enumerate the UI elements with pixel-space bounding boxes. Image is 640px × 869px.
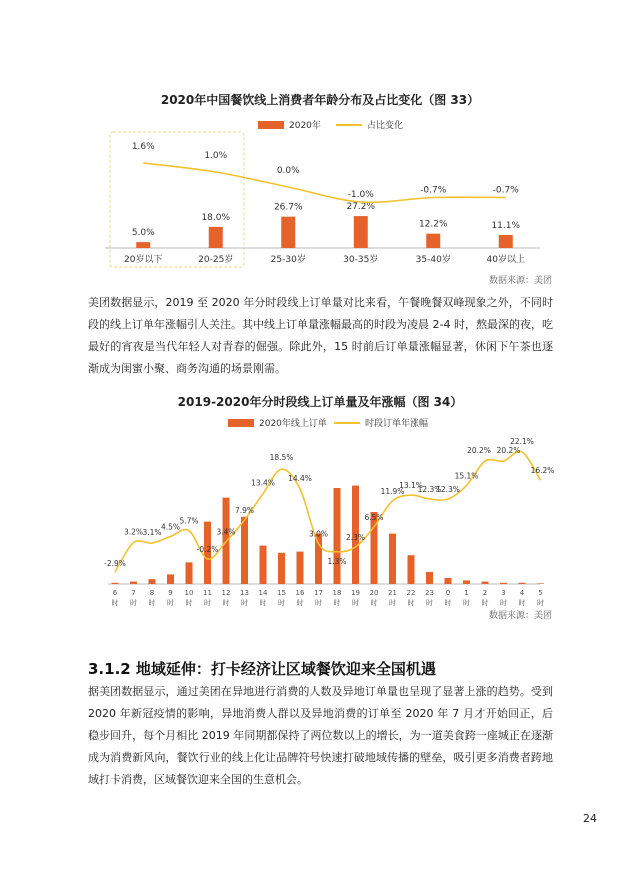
line-label-4: -0.7%	[420, 185, 447, 196]
line-label-4: 5.7%	[179, 516, 199, 526]
line-label-21: 20.2%	[496, 446, 521, 456]
x-tick-unit-15: 时	[389, 599, 396, 607]
bar-3	[167, 574, 174, 584]
line-label-3: -1.0%	[347, 190, 374, 200]
bar-23	[537, 583, 544, 584]
bar-12	[334, 488, 341, 584]
x-tick-0: 20岁以下	[124, 255, 163, 265]
x-tick-hour-4: 10	[184, 589, 194, 597]
chart-33-source: 数据来源：美团	[489, 276, 553, 286]
x-tick-unit-3: 时	[167, 599, 174, 607]
chart-34-title: 2019-2020年分时段线上订单量及年涨幅（图 34）	[177, 395, 463, 409]
change-line	[143, 163, 506, 202]
bar-2	[149, 579, 156, 584]
x-tick-unit-2: 时	[148, 599, 156, 607]
paragraph-2: 据美团数据显示，通过美团在异地进行消费的人数及异地订单量也呈现了显著上涨的趋势。受到 2020 年新冠疫情的影响，异地消费人群以及异地消费的订单至 2020 年 7 月才开始回正，后稳步回升，每个月相比 2019 年同期都保持了两位数以上的增长，为一道美食跨一座城正在逐渐成为消费新风向，餐饮行业的线上化让品牌符号快速打破地域传播的壁垒，吸引更多消费者跨地域打卡消费，区域餐饮迎来全国的生意机会。	[88, 685, 553, 786]
bar-label-4: 12.2%	[418, 219, 448, 230]
line-label-14: 6.5%	[364, 512, 384, 522]
bar-1	[130, 582, 137, 584]
x-tick-hour-23: 5	[538, 589, 543, 597]
bar-label-5: 11.1%	[491, 220, 521, 231]
bar-label-0: 5.0%	[131, 228, 155, 239]
x-tick-unit-18: 时	[444, 599, 452, 607]
x-tick-unit-1: 时	[130, 599, 137, 607]
line-label-16: 13.1%	[399, 481, 423, 491]
legend-label-growth: 时段订单年涨幅	[365, 419, 429, 429]
x-tick-unit-10: 时	[296, 599, 304, 607]
chart-33-title: 2020年中国餐饮线上消费者年龄分布及占比变化（图 33）	[160, 93, 480, 107]
line-label-12: 1.3%	[327, 556, 347, 566]
legend-swatch-2020	[258, 121, 284, 129]
paragraph-1: 美团数据显示，2019 至 2020 年分时段线上订单量对比来看，午餐晚餐双峰现象之外，不同时段的线上订单年涨幅引人关注。其中线上订单量涨幅最高的时段为凌晨 2-4 时，熬最深的夜，吃最好的宵夜是当代年轻人对青春的倔强。除此外，15 时前后订单量涨幅显著，休闲下午茶也逐渐成为闺蜜小聚、商务沟通的场景刚需。	[88, 296, 553, 375]
x-tick-hour-8: 14	[258, 589, 268, 597]
x-tick-hour-15: 21	[388, 589, 397, 597]
legend-label-orders: 2020年线上订单	[259, 419, 327, 429]
bar-10	[297, 552, 304, 584]
x-tick-hour-16: 22	[406, 589, 416, 597]
x-tick-5: 40岁以上	[486, 255, 525, 265]
x-tick-unit-14: 时	[370, 599, 378, 607]
bar-17	[426, 572, 433, 584]
line-label-22: 22.1%	[510, 436, 534, 446]
bar-4	[186, 562, 193, 584]
section-title: 3.1.2 地域延伸：打卡经济让区域餐饮迎来全国机遇	[88, 660, 436, 678]
line-label-0: 1.6%	[131, 142, 155, 152]
x-tick-hour-0: 6	[112, 589, 118, 597]
bar-label-3: 27.2%	[346, 202, 376, 213]
bar-4	[426, 234, 440, 248]
x-tick-unit-22: 时	[518, 599, 526, 607]
chart-34-source: 数据来源：美团	[489, 611, 553, 621]
bar-20	[482, 582, 489, 584]
bar-18	[445, 578, 452, 584]
legend-label-2020: 2020年	[289, 121, 321, 131]
bar-8	[260, 546, 267, 584]
x-tick-hour-5: 11	[203, 589, 212, 597]
x-tick-1: 20-25岁	[198, 255, 234, 265]
x-tick-4: 35-40岁	[415, 255, 451, 265]
x-tick-3: 30-35岁	[343, 255, 379, 265]
x-tick-unit-8: 时	[259, 599, 267, 607]
x-tick-unit-4: 时	[185, 599, 193, 607]
line-label-19: 15.1%	[454, 471, 479, 481]
legend-swatch-orders	[228, 419, 254, 427]
line-label-7: 7.9%	[234, 506, 255, 516]
x-tick-hour-19: 1	[464, 589, 469, 597]
x-tick-unit-0: 时	[111, 599, 119, 607]
bar-label-2: 26.7%	[273, 202, 303, 213]
line-label-10: 14.4%	[288, 473, 312, 483]
x-tick-hour-11: 17	[314, 589, 323, 597]
line-label-15: 11.9%	[380, 486, 405, 496]
line-label-11: 3.0%	[308, 529, 329, 539]
line-label-1: 3.2%	[123, 527, 144, 537]
line-label-0: -2.9%	[104, 558, 126, 568]
line-label-2: 0.0%	[276, 166, 300, 176]
bar-0	[112, 583, 119, 584]
page-number: 24	[583, 812, 597, 825]
x-tick-unit-13: 时	[352, 599, 359, 607]
bar-19	[463, 580, 470, 584]
chart-33	[0, 112, 640, 272]
legend-label-change: 占比变化	[367, 121, 404, 131]
x-tick-hour-18: 0	[445, 589, 451, 597]
line-label-18: 12.3%	[436, 484, 460, 494]
x-tick-hour-10: 16	[295, 589, 305, 597]
bar-15	[389, 534, 396, 584]
bar-9	[278, 553, 285, 584]
x-tick-unit-20: 时	[481, 599, 489, 607]
line-label-1: 1.0%	[204, 151, 228, 161]
x-tick-hour-22: 4	[519, 589, 525, 597]
x-tick-unit-9: 时	[278, 599, 285, 607]
bar-7	[241, 517, 248, 584]
line-label-5: -0.7%	[492, 185, 519, 196]
x-tick-unit-16: 时	[407, 599, 415, 607]
bar-5	[499, 235, 513, 248]
line-label-13: 2.3%	[345, 532, 366, 542]
line-label-9: 18.5%	[269, 453, 294, 463]
x-tick-hour-9: 15	[277, 589, 286, 597]
line-label-2: 3.1%	[142, 528, 162, 538]
bar-0	[136, 242, 150, 248]
line-label-6: 3.4%	[216, 527, 236, 537]
x-tick-hour-17: 23	[425, 589, 434, 597]
x-tick-hour-2: 8	[149, 589, 155, 597]
bar-1	[209, 227, 223, 248]
bar-3	[354, 216, 368, 248]
x-tick-unit-19: 时	[463, 599, 470, 607]
line-label-17: 12.3%	[417, 484, 442, 494]
bar-16	[408, 555, 415, 584]
x-tick-unit-17: 时	[426, 599, 433, 607]
line-label-5: -0.2%	[196, 544, 219, 554]
chart-34	[0, 412, 640, 608]
bar-22	[519, 583, 526, 584]
x-tick-unit-11: 时	[315, 599, 322, 607]
line-label-8: 13.4%	[251, 478, 275, 488]
x-tick-unit-21: 时	[500, 599, 507, 607]
x-tick-hour-6: 12	[221, 589, 231, 597]
bar-label-1: 18.0%	[201, 212, 231, 223]
x-tick-unit-7: 时	[241, 599, 248, 607]
x-tick-unit-5: 时	[204, 599, 211, 607]
bar-11	[315, 534, 322, 584]
x-tick-hour-14: 20	[369, 589, 379, 597]
x-tick-hour-21: 3	[501, 589, 506, 597]
growth-line	[115, 451, 541, 572]
x-tick-hour-3: 9	[168, 589, 173, 597]
line-label-20: 20.2%	[467, 446, 491, 456]
x-tick-hour-7: 13	[240, 589, 249, 597]
x-tick-hour-13: 19	[351, 589, 360, 597]
x-tick-unit-23: 时	[537, 599, 544, 607]
x-tick-hour-12: 18	[332, 589, 342, 597]
bar-21	[500, 583, 507, 584]
x-tick-unit-12: 时	[333, 599, 341, 607]
line-label-3: 4.5%	[160, 522, 181, 532]
bar-2	[281, 217, 295, 248]
x-tick-2: 25-30岁	[270, 255, 306, 265]
line-label-23: 16.2%	[530, 466, 555, 476]
x-tick-hour-1: 7	[131, 589, 136, 597]
x-tick-hour-20: 2	[482, 589, 488, 597]
x-tick-unit-6: 时	[222, 599, 230, 607]
